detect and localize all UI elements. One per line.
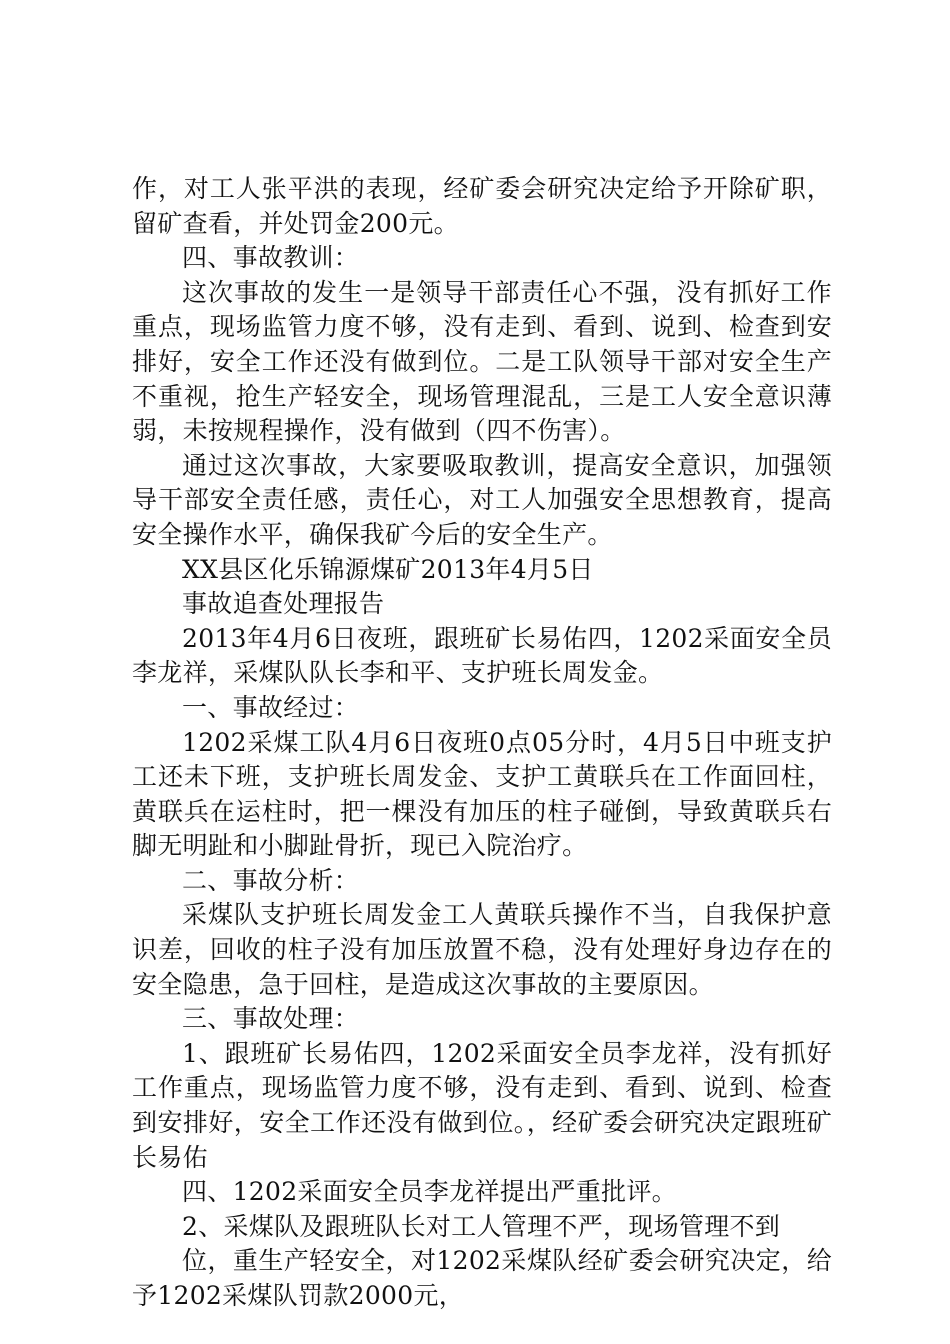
paragraph-lessons-detail: 这次事故的发生一是领导干部责任心不强，没有抓好工作重点，现场监管力度不够，没有走到、看到、说到、检查到安排好，安全工作还没有做到位。二是工队领导干部对安全生产不重视，抢生产轻安全，现场管理混乱，三是工人安全意识薄弱，未按规程操作，没有做到（四不伤害）。 [132,277,832,446]
paragraph-incident-process: 1202采煤工队4月6日夜班0点05分时，4月5日中班支护工还未下班，支护班长周发金、支护工黄联兵在工作面回柱，黄联兵在运柱时，把一棵没有加压的柱子碰倒，导致黄联兵右脚无明趾和小脚趾骨折，现已入院治疗。 [132,727,832,861]
paragraph-lessons-summary: 通过这次事故，大家要吸取教训，提高安全意识，加强领导干部安全责任感，责任心，对工人加强安全思想教育，提高安全操作水平，确保我矿今后的安全生产。 [132,450,832,549]
paragraph-handling-fine: 位，重生产轻安全，对1202采煤队经矿委会研究决定，给予1202采煤队罚款2000元， [132,1246,832,1310]
signature-line: XX县区化乐锦源煤矿2013年4月5日 [182,554,594,584]
heading-incident-handling: 三、事故处理： [182,1004,360,1034]
paragraph-incident-analysis: 采煤队支护班长周发金工人黄联兵操作不当，自我保护意识差，回收的柱子没有加压放置不稳，没有处理好身边存在的安全隐患，急于回柱，是造成这次事故的主要原因。 [132,900,832,999]
paragraph-penalty-continuation: 作，对工人张平洪的表现，经矿委会研究决定给予开除矿职，留矿查看，并处罚金200元。 [132,174,832,238]
document-body [132,172,832,1314]
paragraph-personnel: 2013年4月6日夜班，跟班矿长易佑四，1202采面安全员李龙祥，采煤队队长李和平、支护班长周发金。 [132,623,832,688]
heading-incident-process: 一、事故经过： [182,692,360,722]
paragraph-handling-criticism: 四、1202采面安全员李龙祥提出严重批评。 [182,1177,677,1207]
heading-lessons: 四、事故教训： [182,243,360,273]
paragraph-handling-item-2: 2、采煤队及跟班队长对工人管理不严，现场管理不到 [182,1211,781,1241]
paragraph-handling-item-1: 1、跟班矿长易佑四，1202采面安全员李龙祥，没有抓好工作重点，现场监管力度不够，没有走到、看到、说到、检查到安排好，安全工作还没有做到位。，经矿委会研究决定跟班矿长易佑 [132,1038,832,1172]
report-title: 事故追查处理报告 [182,589,385,619]
heading-incident-analysis: 二、事故分析： [182,865,360,895]
